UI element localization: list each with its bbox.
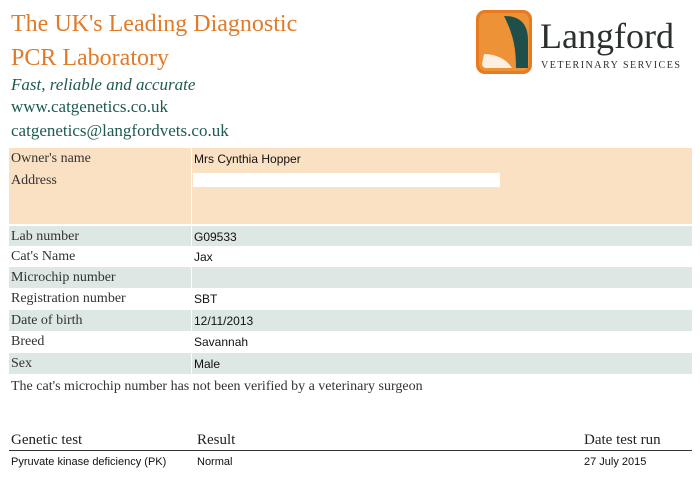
- column-divider: [191, 170, 192, 224]
- langford-logo-mark-icon: [476, 10, 532, 74]
- owner-name-label: Owner's name: [11, 151, 91, 166]
- owner-name-row: [9, 148, 692, 170]
- sex-row: [9, 353, 692, 374]
- lab-title-line-2: PCR Laboratory: [11, 45, 169, 71]
- email-link[interactable]: catgenetics@langfordvets.co.uk: [11, 121, 229, 140]
- column-divider: [191, 267, 192, 288]
- lab-title-line-1: The UK's Leading Diagnostic: [11, 11, 298, 37]
- cat-name-label: Cat's Name: [11, 249, 76, 264]
- langford-logo: [476, 10, 691, 76]
- date-test-run-header: Date test run: [584, 432, 661, 448]
- registration-row: [9, 288, 692, 310]
- dob-value: 12/11/2013: [194, 314, 254, 328]
- address-label: Address: [11, 173, 57, 188]
- dob-label: Date of birth: [11, 313, 83, 328]
- owner-name-value: Mrs Cynthia Hopper: [194, 152, 301, 166]
- registration-value: SBT: [194, 292, 218, 306]
- report-header: [0, 0, 700, 150]
- breed-row: [9, 331, 692, 353]
- breed-value: Savannah: [194, 335, 249, 349]
- results-divider: [9, 450, 692, 451]
- sex-label: Sex: [11, 356, 32, 371]
- lab-number-label: Lab number: [11, 229, 80, 244]
- dob-row: [9, 310, 692, 331]
- result-header: Result: [197, 432, 236, 448]
- cat-name-value: Jax: [194, 250, 213, 264]
- tagline: Fast, reliable and accurate: [11, 75, 196, 94]
- microchip-verification-note: The cat's microchip number has not been verified by a veterinary surgeon: [11, 379, 423, 394]
- lab-number-value: G09533: [194, 230, 237, 244]
- result-row-result: Normal: [197, 456, 233, 468]
- microchip-label: Microchip number: [11, 270, 116, 285]
- address-field: [193, 173, 500, 187]
- lab-number-row: [9, 226, 692, 246]
- address-row: [9, 170, 692, 224]
- sex-value: Male: [194, 357, 221, 371]
- cat-name-row: [9, 246, 692, 267]
- breed-label: Breed: [11, 334, 45, 349]
- column-divider: [191, 353, 192, 374]
- microchip-row: [9, 267, 692, 288]
- result-row-date: 27 July 2015: [584, 456, 647, 468]
- column-divider: [191, 226, 192, 246]
- registration-label: Registration number: [11, 291, 126, 306]
- column-divider: [191, 310, 192, 331]
- column-divider: [191, 148, 192, 170]
- genetic-test-header: Genetic test: [11, 432, 83, 448]
- result-row-test: Pyruvate kinase deficiency (PK): [11, 456, 167, 468]
- logo-subtitle: VETERINARY SERVICES: [541, 60, 682, 71]
- website-link[interactable]: www.catgenetics.co.uk: [11, 97, 169, 116]
- logo-name: Langford: [540, 16, 674, 56]
